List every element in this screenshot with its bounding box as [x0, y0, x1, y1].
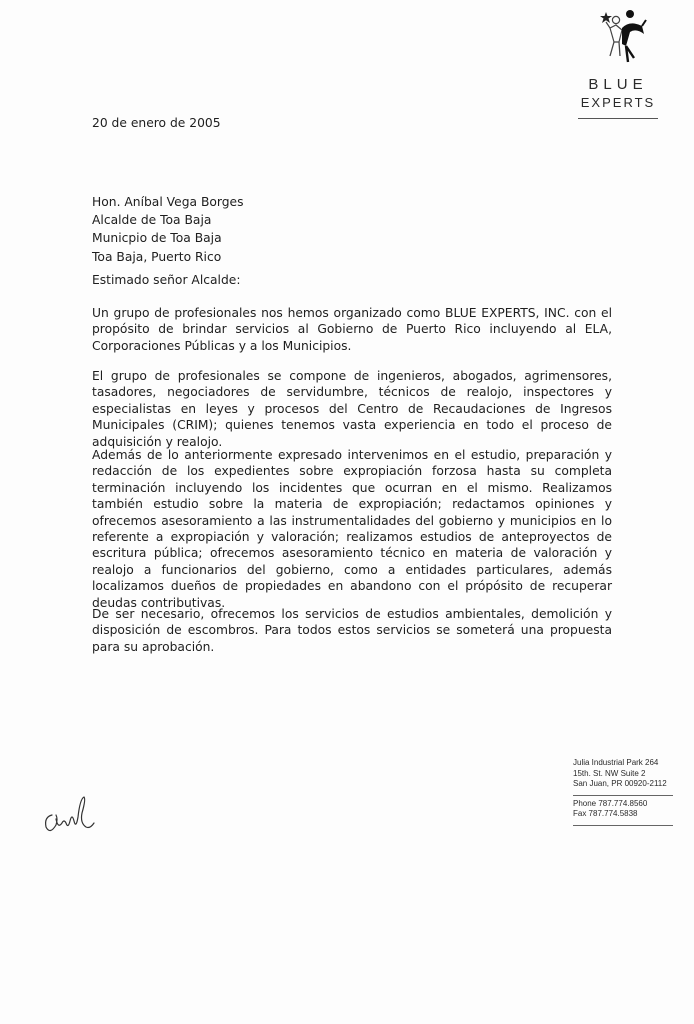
salutation: Estimado señor Alcalde:: [92, 273, 241, 287]
phone-number: Phone 787.774.8560: [573, 798, 648, 808]
logo-rule: [578, 118, 658, 119]
recipient-address: [92, 193, 244, 266]
address-line: 15th. St. NW Suite 2: [573, 768, 646, 778]
divider: [573, 795, 673, 796]
body-paragraph: De ser necesario, ofrecemos los servicios de estudios ambientales, demolición y disposición de escombros. Para todos estos servicios se someterá una propuesta para su aprobación.: [92, 607, 612, 654]
figures-logo-icon: [586, 6, 648, 70]
recipient-location: Toa Baja, Puerto Rico: [92, 249, 222, 264]
logo-line2: EXPERTS: [580, 95, 656, 110]
fax-number: Fax 787.774.5838: [573, 809, 638, 818]
divider: [573, 825, 673, 826]
contact-block: [573, 758, 675, 826]
address-line: Julia Industrial Park 264: [573, 758, 659, 767]
recipient-title: Alcalde de Toa Baja: [92, 213, 212, 228]
body-paragraph: Un grupo de profesionales nos hemos organizado como BLUE EXPERTS, INC. con el propósito de brindar servicios al Gobierno de Puerto Rico incluyendo al ELA, Corporaciones Públicas y a los Municipios.: [92, 306, 612, 353]
address-line: San Juan, PR 00920-2112: [573, 779, 667, 788]
body-paragraph: El grupo de profesionales se compone de ingenieros, abogados, agrimensores, tasadores, negociadores de servidumbre, técnicos de realojo, inspectores y especialistas en leyes y procesos del Centro de Recaudaciones de Ingresos Municipales (CRIM); quienes tenemos vasta experiencia en todo el proceso de adquisición y realojo.: [92, 369, 612, 449]
handwritten-initials: [42, 793, 98, 837]
logo-line1: BLUE: [588, 76, 648, 93]
body-paragraph: Además de lo anteriormente expresado intervenimos en el estudio, preparación y redacción de los expedientes sobre expropiación forzosa hasta su completa terminación incluyendo los incidentes que ocurran en el mismo. Realizamos también estudio sobre la materia de expropiación; redactamos opiniones y ofrecemos asesoramiento a las instrumentalidades del gobierno y municipios en lo referente a expropiación y valoración; realizamos estudios de anteproyectos de escritura pública; ofrecemos asesoramiento técnico en materia de valoración y realojo a funcionarios del gobierno, como a entidades particulares, además localizamos dueños de propiedades en abandono con el própósito de recuperar deudas contributivas.: [92, 448, 612, 610]
company-logo: [578, 6, 660, 122]
recipient-organization: Municpio de Toa Baja: [92, 231, 222, 246]
recipient-name: Hon. Aníbal Vega Borges: [92, 195, 244, 209]
letter-date: 20 de enero de 2005: [92, 116, 221, 130]
